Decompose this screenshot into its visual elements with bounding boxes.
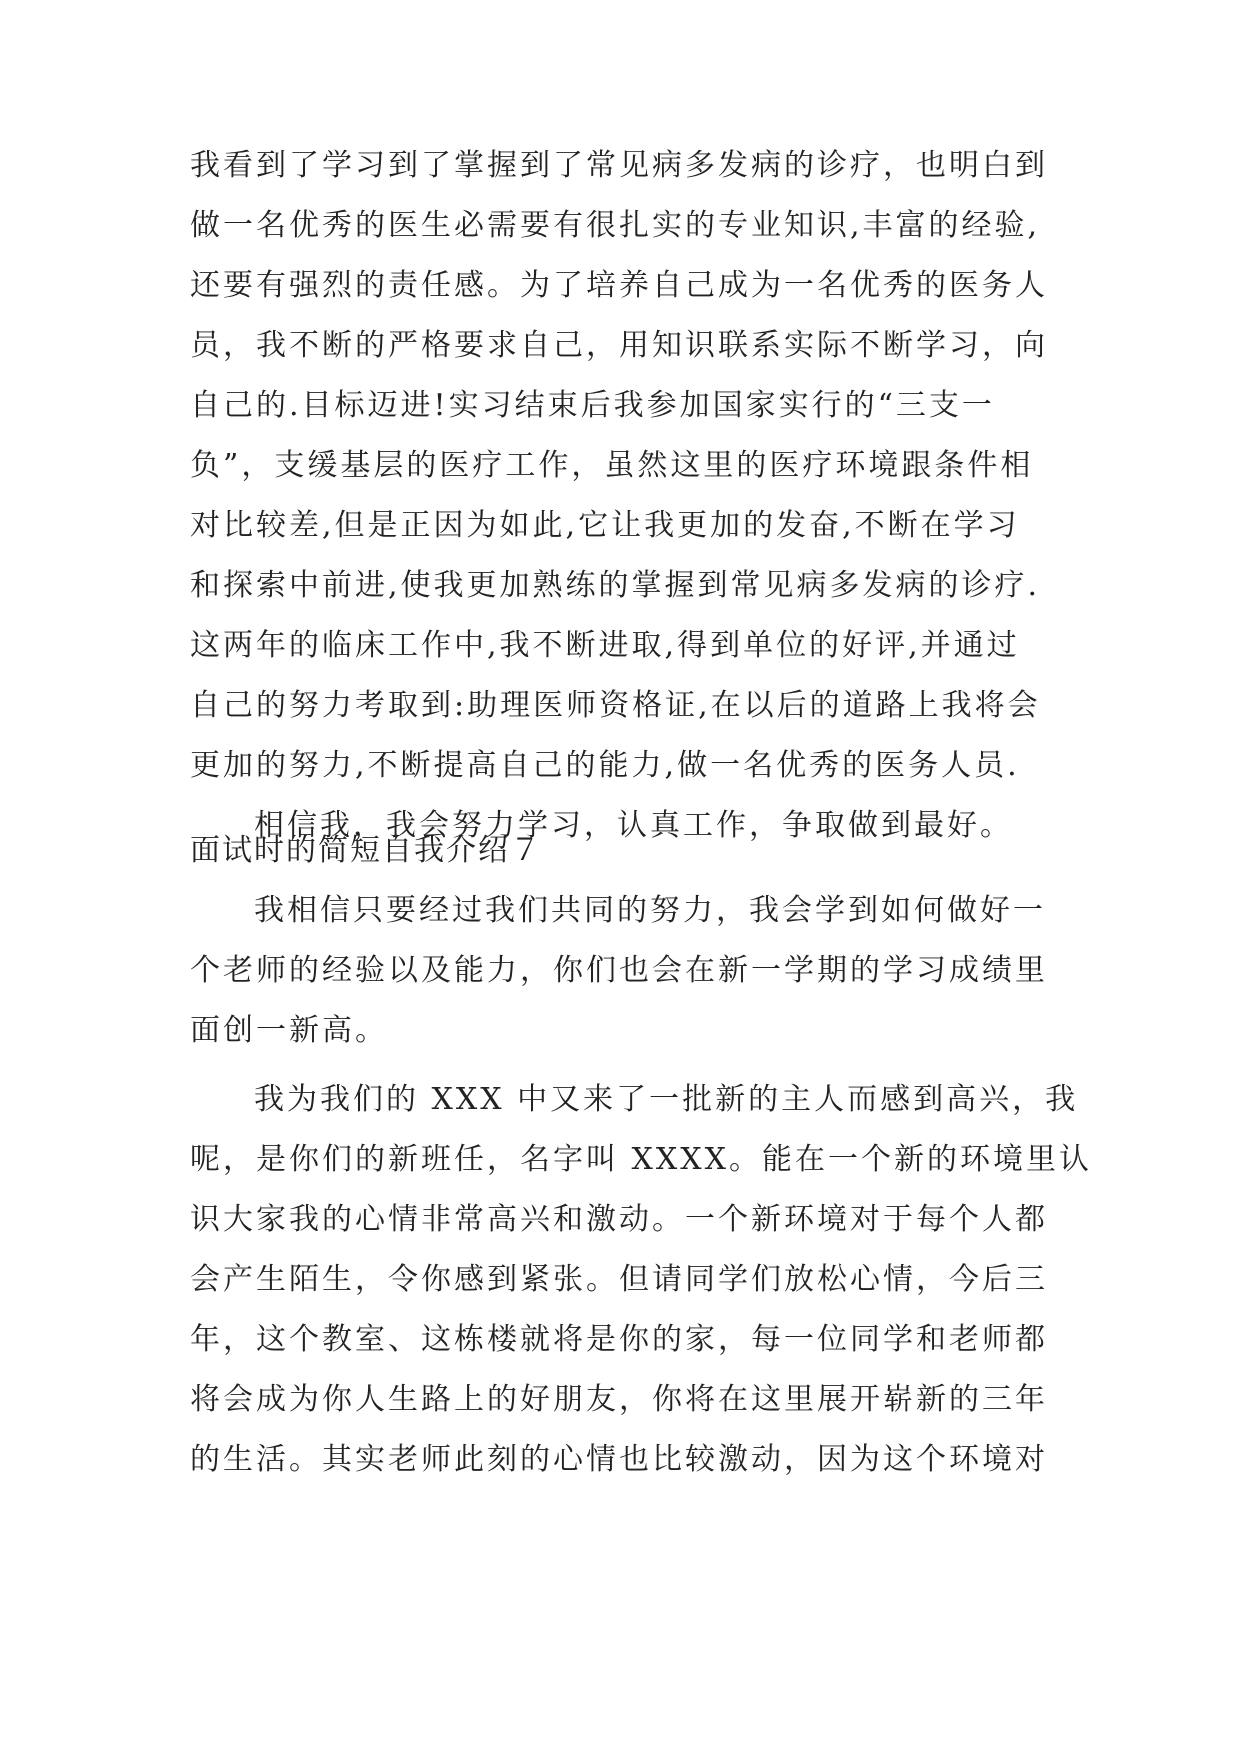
text-line: 员，我不断的严格要求自己，用知识联系实际不断学习，向 xyxy=(190,328,1048,363)
closing-line: 相信我，我会努力学习，认真工作，争取做到最好。 xyxy=(254,808,1013,843)
text-line: 自己的.目标迈进!实习结束后我参加国家实行的“三支一 xyxy=(190,388,995,423)
text-line: 识大家我的心情非常高兴和激动。一个新环境对于每个人都 xyxy=(190,1202,1048,1237)
text-line: 和探索中前进,使我更加熟练的掌握到常见病多发病的诊疗. xyxy=(190,568,1041,603)
text-line: 负”，支缓基层的医疗工作，虽然这里的医疗环境跟条件相 xyxy=(190,448,1034,483)
text-line: 面创一新高。 xyxy=(190,1013,388,1048)
paragraph-teacher-intro xyxy=(190,881,1060,1061)
text-line: 自己的努力考取到:助理医师资格证,在以后的道路上我将会 xyxy=(190,688,1041,723)
text-line: 做一名优秀的医生必需要有很扎实的专业知识,丰富的经验, xyxy=(190,208,1041,243)
text-line: 更加的努力,不断提高自己的能力,做一名优秀的医务人员. xyxy=(190,748,1020,783)
text-line: 还要有强烈的责任感。为了培养自己成为一名优秀的医务人 xyxy=(190,268,1048,303)
text-line: 年，这个教室、这栋楼就将是你的家，每一位同学和老师都 xyxy=(190,1322,1048,1357)
text-line: 的生活。其实老师此刻的心情也比较激动，因为这个环境对 xyxy=(190,1442,1048,1477)
text-line: 我相信只要经过我们共同的努力，我会学到如何做好一 xyxy=(254,893,1046,928)
text-line: 呢，是你们的新班任，名字叫 XXXX。能在一个新的环境里认 xyxy=(190,1142,1092,1177)
section-heading xyxy=(190,821,1060,881)
text-line: 对比较差,但是正因为如此,它让我更加的发奋,不断在学习 xyxy=(190,508,1020,543)
paragraph-new-class xyxy=(190,1070,1092,1490)
text-line: 我看到了学习到了掌握到了常见病多发病的诊疗，也明白到 xyxy=(190,148,1048,183)
text-line: 我为我们的 XXX 中又来了一批新的主人而感到高兴，我 xyxy=(254,1082,1079,1117)
text-line: 会产生陌生，令你感到紧张。但请同学们放松心情，今后三 xyxy=(190,1262,1048,1297)
text-line: 将会成为你人生路上的好朋友，你将在这里展开崭新的三年 xyxy=(190,1382,1048,1417)
paragraph-internship xyxy=(190,136,1060,856)
text-line: 这两年的临床工作中,我不断进取,得到单位的好评,并通过 xyxy=(190,628,1020,663)
text-line: 个老师的经验以及能力，你们也会在新一学期的学习成绩里 xyxy=(190,953,1048,988)
heading-text: 面试时的简短自我介绍７ xyxy=(190,833,542,868)
